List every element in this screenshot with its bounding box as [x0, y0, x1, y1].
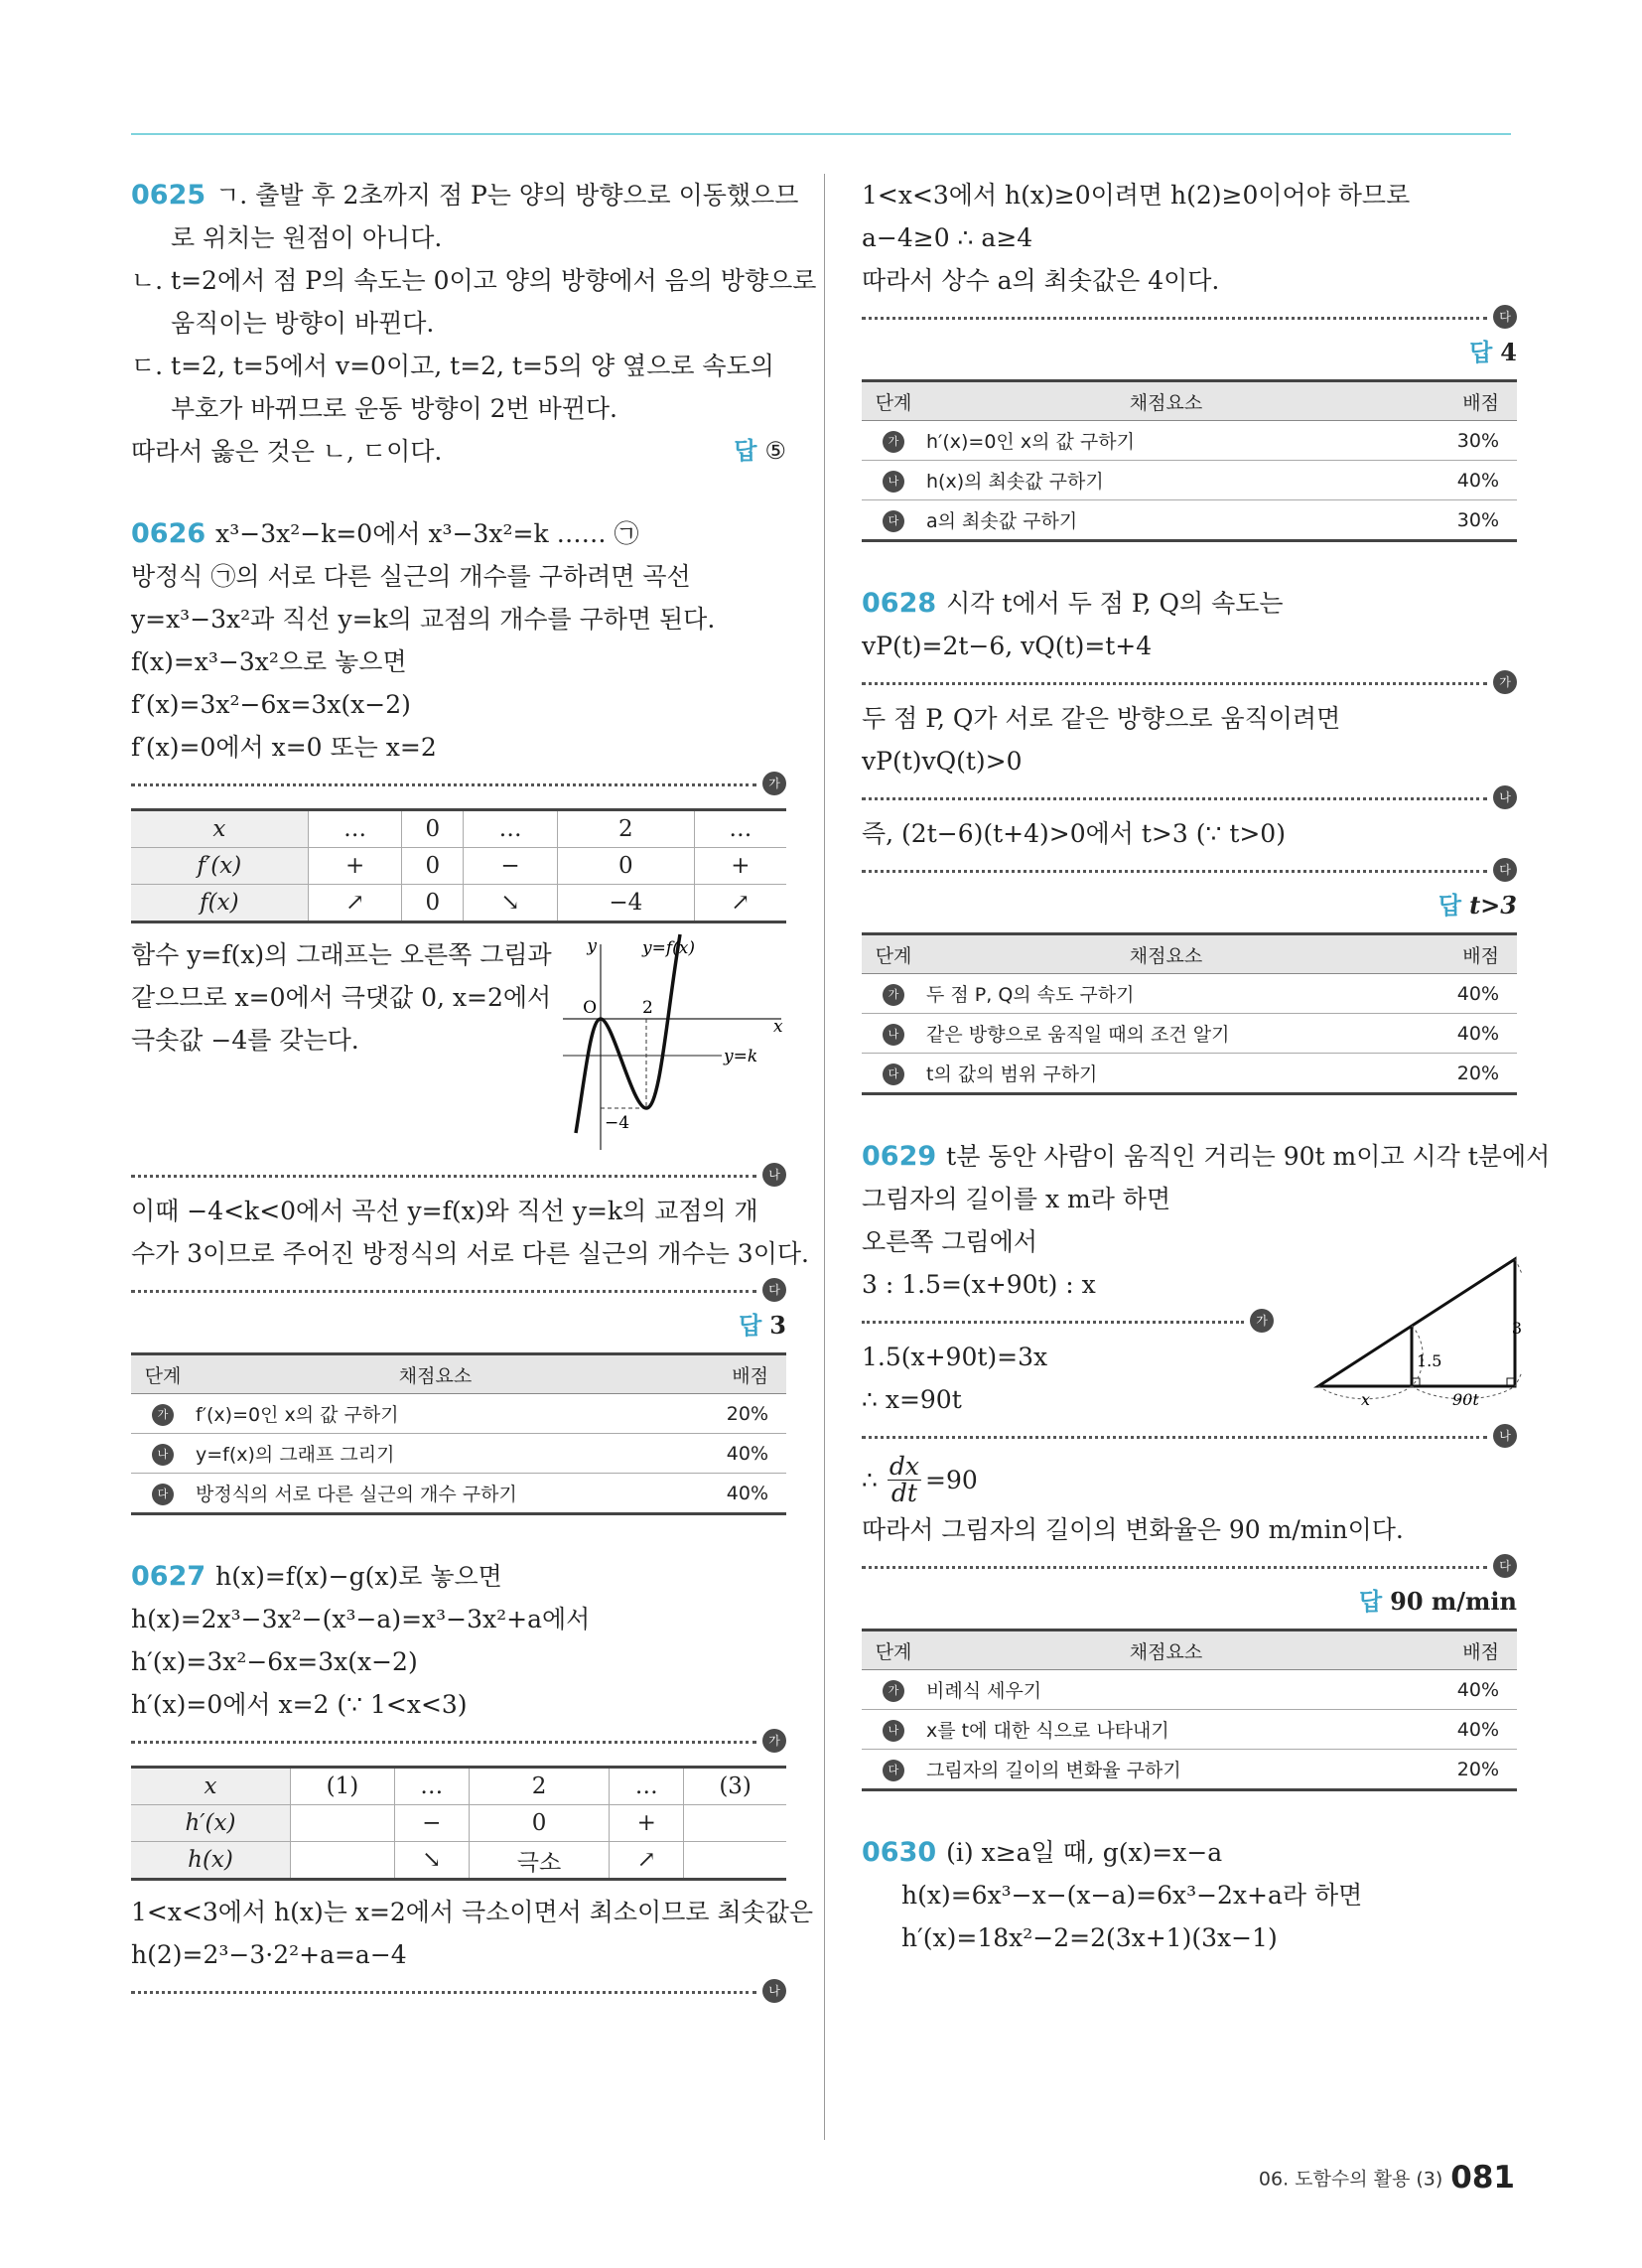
- scoring-points: 20%: [676, 1394, 786, 1434]
- table-cell: 0: [469, 1805, 610, 1842]
- step-marker: 다: [1493, 305, 1517, 329]
- scoring-element: f′(x)=0인 x의 값 구하기: [195, 1394, 676, 1434]
- table-cell: …: [694, 810, 786, 848]
- step-marker: 가: [1493, 670, 1517, 694]
- step-marker: 나: [883, 471, 904, 493]
- solution-line: t분 동안 사람이 움직인 거리는 90t m이고 시각 t분에서: [946, 1142, 1551, 1171]
- table-cell: 0: [402, 810, 464, 848]
- solution-line: 오른쪽 그림에서: [862, 1227, 1037, 1256]
- header-element: 채점요소: [925, 1630, 1407, 1670]
- step-marker: 가: [762, 772, 786, 795]
- step-marker: 나: [1493, 1424, 1517, 1448]
- scoring-element: 방정식의 서로 다른 실근의 개수 구하기: [195, 1474, 676, 1514]
- answer: [862, 885, 1517, 926]
- header-points: 배점: [676, 1354, 786, 1394]
- table-row: [862, 461, 1517, 500]
- table-cell: (3): [684, 1768, 786, 1805]
- step-divider-na: [862, 1421, 1517, 1451]
- table-cell: …: [464, 810, 558, 848]
- table-cell: x: [131, 810, 308, 848]
- header-element: 채점요소: [195, 1354, 676, 1394]
- cubic-graph: [563, 929, 786, 1156]
- answer: [734, 430, 786, 473]
- page-number: 081: [1450, 2160, 1515, 2196]
- table-cell: 2: [469, 1768, 610, 1805]
- solution-line: 이때 −4<k<0에서 곡선 y=f(x)와 직선 y=k의 교점의 개: [131, 1197, 758, 1225]
- table-cell: ↗: [610, 1842, 684, 1880]
- scoring-points: 40%: [676, 1474, 786, 1514]
- solution-line: ㄷ. t=2, t=5에서 v=0이고, t=2, t=5의 양 옆으로 속도의: [131, 352, 774, 380]
- answer: [862, 1581, 1517, 1623]
- scoring-points: 40%: [1407, 461, 1517, 500]
- solution-line: 극솟값 −4를 갖는다.: [131, 1026, 359, 1055]
- solution-line: 두 점 P, Q가 서로 같은 방향으로 움직이려면: [862, 704, 1341, 733]
- table-cell: [291, 1842, 395, 1880]
- step-marker: 다: [152, 1484, 174, 1505]
- solution-line: h′(x)=0에서 x=2 (∵ 1<x<3): [131, 1690, 468, 1719]
- solution-line: 방정식 ㉠의 서로 다른 실근의 개수를 구하려면 곡선: [131, 562, 691, 591]
- tick-label-minus4: −4: [605, 1113, 630, 1133]
- step-marker: 다: [883, 1063, 904, 1085]
- left-column: [131, 174, 817, 2046]
- table-cell: −4: [557, 885, 694, 922]
- scoring-table: [862, 379, 1517, 542]
- step-marker: 나: [152, 1444, 174, 1466]
- step-marker: 가: [883, 984, 904, 1006]
- figure-area: [862, 1306, 1522, 1421]
- solution-line: 그림자의 길이를 x m라 하면: [862, 1185, 1171, 1213]
- scoring-element: h′(x)=0인 x의 값 구하기: [925, 421, 1407, 461]
- table-cell: ↘: [464, 885, 558, 922]
- denominator: dt: [890, 1478, 917, 1507]
- table-cell: ↗: [308, 885, 402, 922]
- step-marker: 다: [883, 1760, 904, 1781]
- header-points: 배점: [1407, 1630, 1517, 1670]
- solution-line: 부호가 바뀌므로 운동 방향이 2번 바뀐다.: [171, 394, 617, 423]
- table-cell: ↗: [694, 885, 786, 922]
- table-cell: f(x): [131, 885, 308, 922]
- solution-line: 1.5(x+90t)=3x: [862, 1343, 1048, 1371]
- step-marker: 다: [1493, 858, 1517, 882]
- step-marker: 다: [1493, 1554, 1517, 1578]
- solution-line: 로 위치는 원점이 아니다.: [171, 223, 443, 252]
- derivative-line: [862, 1451, 1517, 1508]
- step-divider-na: [862, 782, 1517, 812]
- table-row: [862, 500, 1517, 541]
- solution-line: a−4≥0 ∴ a≥4: [862, 223, 1033, 252]
- problem-0626: [131, 512, 809, 1515]
- numerator: dx: [889, 1451, 920, 1481]
- result: =90: [925, 1465, 978, 1494]
- scoring-element: a의 최솟값 구하기: [925, 500, 1407, 541]
- header-step: 단계: [862, 1630, 925, 1670]
- page-footer: [1259, 2160, 1515, 2196]
- problem-0630: [862, 1831, 1517, 1959]
- step-marker: 가: [762, 1729, 786, 1753]
- answer-value: t>3: [1469, 891, 1517, 920]
- solution-line: 따라서 옳은 것은 ㄴ, ㄷ이다.: [131, 437, 443, 466]
- header-element: 채점요소: [925, 934, 1407, 974]
- table-cell: −: [394, 1805, 469, 1842]
- step-divider-da: [131, 1275, 786, 1305]
- fraction: [888, 1451, 921, 1507]
- step-divider-ga: [131, 1726, 786, 1756]
- table-cell: 2: [557, 810, 694, 848]
- answer: [131, 1305, 786, 1347]
- step-divider-ga: [131, 769, 786, 798]
- shadow-figure: [1313, 1254, 1522, 1428]
- step-divider-na: [131, 1160, 786, 1190]
- scoring-points: 30%: [1407, 500, 1517, 541]
- solution-line: f′(x)=0에서 x=0 또는 x=2: [131, 733, 437, 762]
- label-x: x: [1361, 1390, 1371, 1409]
- answer-value: 4: [1500, 338, 1517, 366]
- answer-label: 답: [1469, 339, 1493, 366]
- label-3: 3: [1511, 1319, 1522, 1338]
- solution-line: h′(x)=18x²−2=2(3x+1)(3x−1): [901, 1923, 1278, 1952]
- line-label: y=k: [724, 1047, 758, 1066]
- problem-0628: [862, 582, 1517, 1095]
- solution-line: vP(t)=2t−6, vQ(t)=t+4: [862, 632, 1153, 660]
- table-cell: −: [464, 848, 558, 885]
- table-row: [862, 1670, 1517, 1710]
- problem-number: 0625: [131, 180, 206, 211]
- table-cell: +: [694, 848, 786, 885]
- scoring-element: t의 값의 범위 구하기: [925, 1054, 1407, 1094]
- table-cell: +: [308, 848, 402, 885]
- solution-line: h′(x)=3x²−6x=3x(x−2): [131, 1647, 418, 1676]
- scoring-points: 20%: [1407, 1750, 1517, 1790]
- answer-label: 답: [734, 437, 757, 465]
- problem-0627-continued: [862, 174, 1517, 542]
- solution-line: h(2)=2³−3·2²+a=a−4: [131, 1940, 407, 1969]
- scoring-table: [862, 1629, 1517, 1791]
- scoring-element: 비례식 세우기: [925, 1670, 1407, 1710]
- solution-line: ㄴ. t=2에서 점 P의 속도는 0이고 양의 방향에서 음의 방향으로: [131, 266, 817, 295]
- problem-number: 0628: [862, 588, 937, 619]
- solution-line: ㄱ. 출발 후 2초까지 점 P는 양의 방향으로 이동했으므: [215, 181, 799, 210]
- table-cell: [291, 1805, 395, 1842]
- table-row: [862, 1750, 1517, 1790]
- header-step: 단계: [862, 934, 925, 974]
- table-row: [131, 1474, 786, 1514]
- solution-line: 1<x<3에서 h(x)≥0이려면 h(2)≥0이어야 하므로: [862, 181, 1411, 210]
- step-divider-da: [862, 1551, 1517, 1581]
- solution-line: 1<x<3에서 h(x)는 x=2에서 극소이면서 최소이므로 최솟값은: [131, 1898, 814, 1926]
- answer-value: 90 m/min: [1390, 1587, 1517, 1616]
- y-axis-label: y: [587, 936, 597, 956]
- solution-line: 3 : 1.5=(x+90t) : x: [862, 1270, 1096, 1299]
- scoring-element: 그림자의 길이의 변화율 구하기: [925, 1750, 1407, 1790]
- step-marker: 가: [152, 1404, 174, 1426]
- scoring-element: 두 점 P, Q의 속도 구하기: [925, 974, 1407, 1014]
- scoring-element: h(x)의 최솟값 구하기: [925, 461, 1407, 500]
- solution-line: 시각 t에서 두 점 P, Q의 속도는: [946, 589, 1284, 618]
- scoring-points: 40%: [1407, 1670, 1517, 1710]
- curve-label: y=f(x): [642, 938, 695, 958]
- table-cell: …: [308, 810, 402, 848]
- solution-line: vP(t)vQ(t)>0: [862, 747, 1023, 776]
- solution-line: 즉, (2t−6)(t+4)>0에서 t>3 (∵ t>0): [862, 819, 1286, 848]
- table-cell: h(x): [131, 1842, 291, 1880]
- table-cell: ↘: [394, 1842, 469, 1880]
- header-element: 채점요소: [925, 381, 1407, 421]
- solution-line: x³−3x²−k=0에서 x³−3x²=k …… ㉠: [215, 519, 639, 548]
- table-row: [862, 974, 1517, 1014]
- header-points: 배점: [1407, 381, 1517, 421]
- solution-line: h(x)=2x³−3x²−(x³−a)=x³−3x²+a에서: [131, 1605, 591, 1633]
- tick-label-2: 2: [642, 998, 653, 1018]
- scoring-points: 40%: [1407, 1014, 1517, 1054]
- scoring-points: 20%: [1407, 1054, 1517, 1094]
- chapter-title: 06. 도함수의 활용 (3): [1258, 2168, 1443, 2191]
- answer-label: 답: [1437, 892, 1462, 920]
- origin-label: O: [583, 998, 597, 1018]
- column-divider: [824, 174, 825, 2140]
- scoring-points: 30%: [1407, 421, 1517, 461]
- step-divider-da: [862, 855, 1517, 885]
- label-90t: 90t: [1452, 1390, 1479, 1409]
- table-cell: [684, 1805, 786, 1842]
- table-row: [862, 421, 1517, 461]
- conclusion-row: [131, 430, 786, 473]
- answer-label: 답: [1358, 1588, 1383, 1616]
- step-marker: 나: [1493, 785, 1517, 809]
- solution-line: (i) x≥a일 때, g(x)=x−a: [946, 1838, 1223, 1867]
- solution-line: 따라서 상수 a의 최솟값은 4이다.: [862, 266, 1220, 295]
- solution-line: f′(x)=3x²−6x=3x(x−2): [131, 690, 411, 719]
- table-cell: …: [394, 1768, 469, 1805]
- solution-line: 움직이는 방향이 바뀐다.: [171, 309, 435, 338]
- step-marker: 나: [883, 1024, 904, 1046]
- problem-number: 0629: [862, 1141, 937, 1172]
- step-marker: 나: [883, 1720, 904, 1742]
- scoring-table: [862, 932, 1517, 1095]
- step-divider-da: [862, 302, 1517, 332]
- table-cell: x: [131, 1768, 291, 1805]
- solution-line: ∴ x=90t: [862, 1385, 962, 1414]
- table-cell: [684, 1842, 786, 1880]
- solution-line: 같으므로 x=0에서 극댓값 0, x=2에서: [131, 983, 552, 1012]
- table-cell: h′(x): [131, 1805, 291, 1842]
- step-marker: 가: [883, 1680, 904, 1702]
- variation-table: [131, 808, 786, 923]
- table-row: [862, 1054, 1517, 1094]
- problem-number: 0626: [131, 518, 206, 549]
- table-cell: …: [610, 1768, 684, 1805]
- table-row: [862, 1014, 1517, 1054]
- graph-block: [131, 933, 786, 1160]
- solution-line: h(x)=6x³−x−(x−a)=6x³−2x+a라 하면: [901, 1881, 1363, 1910]
- variation-table: [131, 1766, 786, 1881]
- problem-0629: [862, 1135, 1551, 1791]
- table-row: [131, 1434, 786, 1474]
- problem-0627: [131, 1555, 814, 2006]
- table-cell: 0: [402, 848, 464, 885]
- top-rule: [131, 133, 1511, 135]
- scoring-element: x를 t에 대한 식으로 나타내기: [925, 1710, 1407, 1750]
- table-row: [862, 1710, 1517, 1750]
- x-axis-label: x: [773, 1017, 783, 1037]
- right-column: [862, 174, 1551, 1999]
- solution-line: h(x)=f(x)−g(x)로 놓으면: [215, 1562, 502, 1591]
- scoring-points: 40%: [676, 1434, 786, 1474]
- table-cell: 0: [402, 885, 464, 922]
- solution-line: y=x³−3x²과 직선 y=k의 교점의 개수를 구하면 된다.: [131, 605, 716, 634]
- problem-number: 0627: [131, 1561, 206, 1592]
- solution-line: 함수 y=f(x)의 그래프는 오른쪽 그림과: [131, 940, 552, 969]
- scoring-points: 40%: [1407, 974, 1517, 1014]
- table-cell: 극소: [469, 1842, 610, 1880]
- header-step: 단계: [862, 381, 925, 421]
- problem-number: 0630: [862, 1837, 937, 1868]
- table-row: [131, 1394, 786, 1434]
- answer-value: ⑤: [764, 437, 786, 465]
- answer: [862, 332, 1517, 373]
- solution-line: f(x)=x³−3x²으로 놓으면: [131, 647, 407, 676]
- scoring-points: 40%: [1407, 1710, 1517, 1750]
- step-marker: 다: [762, 1278, 786, 1302]
- solution-line: 따라서 그림자의 길이의 변화율은 90 m/min이다.: [862, 1515, 1404, 1544]
- therefore-symbol: ∴: [862, 1465, 878, 1494]
- step-marker: 다: [883, 510, 904, 532]
- header-points: 배점: [1407, 934, 1517, 974]
- step-divider-na: [131, 1976, 786, 2006]
- solution-line: 수가 3이므로 주어진 방정식의 서로 다른 실근의 개수는 3이다.: [131, 1239, 809, 1268]
- scoring-table: [131, 1352, 786, 1515]
- step-marker: 가: [1250, 1309, 1274, 1333]
- scoring-element: y=f(x)의 그래프 그리기: [195, 1434, 676, 1474]
- table-cell: (1): [291, 1768, 395, 1805]
- scoring-element: 같은 방향으로 움직일 때의 조건 알기: [925, 1014, 1407, 1054]
- table-cell: f′(x): [131, 848, 308, 885]
- table-cell: +: [610, 1805, 684, 1842]
- answer-label: 답: [739, 1312, 762, 1340]
- curve-y-fx: [576, 934, 680, 1133]
- table-cell: 0: [557, 848, 694, 885]
- step-marker: 나: [762, 1163, 786, 1187]
- answer-value: 3: [769, 1311, 786, 1340]
- step-marker: 나: [762, 1979, 786, 2003]
- problem-0625: [131, 174, 817, 473]
- step-marker: 가: [883, 431, 904, 453]
- label-1-5: 1.5: [1417, 1351, 1442, 1370]
- step-divider-ga: [862, 667, 1517, 697]
- header-step: 단계: [131, 1354, 195, 1394]
